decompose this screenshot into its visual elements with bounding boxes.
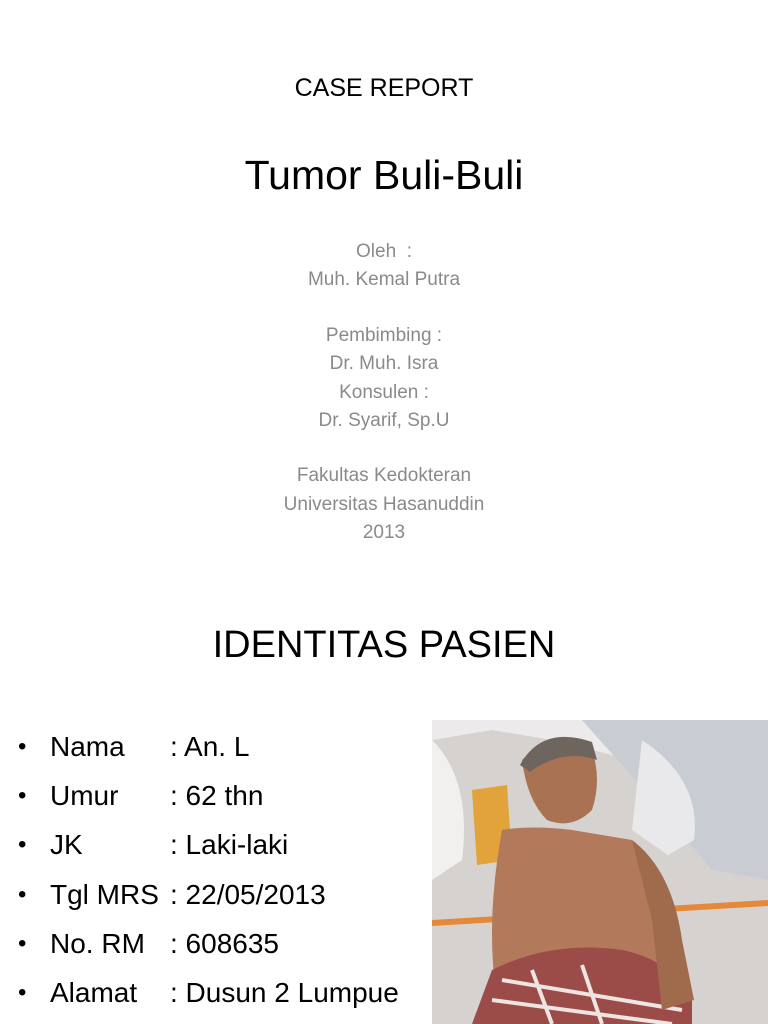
section-title: IDENTITAS PASIEN [212,624,556,666]
patient-photo [432,720,768,1024]
list-item [18,820,399,869]
consultant-label: Konsulen : [339,381,429,403]
field-value: : 608635 [170,927,279,959]
bullet-icon: • [18,929,27,957]
list-item [18,870,399,919]
by-label: Oleh : [356,241,412,262]
list-item [18,722,399,771]
case-report-label: CASE REPORT [294,74,474,102]
university-name: Universitas Hasanuddin [283,493,485,515]
field-label: Tgl MRS [50,878,159,910]
bullet-icon: • [18,978,27,1006]
year: 2013 [362,522,406,544]
patient-identity-list [18,722,399,1017]
supervisor-label: Pembimbing : [325,324,443,346]
patient-identity-slide [0,580,768,1024]
list-item [18,968,399,1017]
bullet-icon: • [18,831,27,859]
field-value: : An. L [170,731,250,762]
slide-title: Tumor Buli-Buli [244,152,524,198]
field-label: JK [50,829,83,861]
consultant-name: Dr. Syarif, Sp.U [318,410,450,432]
author-name: Muh. Kemal Putra [307,269,461,291]
bullet-icon: • [18,880,27,908]
list-item [18,919,399,968]
field-value: : Laki-laki [170,829,289,861]
field-label: Umur [50,780,119,812]
bullet-icon: • [18,733,27,760]
supervisor-name: Dr. Muh. Isra [329,353,439,375]
field-label: Nama [50,731,125,762]
bullet-icon: • [18,782,27,810]
field-value: : Dusun 2 Lumpue [170,976,399,1008]
field-value: : 62 thn [170,780,264,812]
field-value: : 22/05/2013 [170,878,326,910]
subtitle-block [0,238,768,548]
field-label: Alamat [50,976,138,1008]
field-label: No. RM [50,927,145,959]
list-item [18,771,399,820]
faculty-name: Fakultas Kedokteran [296,465,472,487]
